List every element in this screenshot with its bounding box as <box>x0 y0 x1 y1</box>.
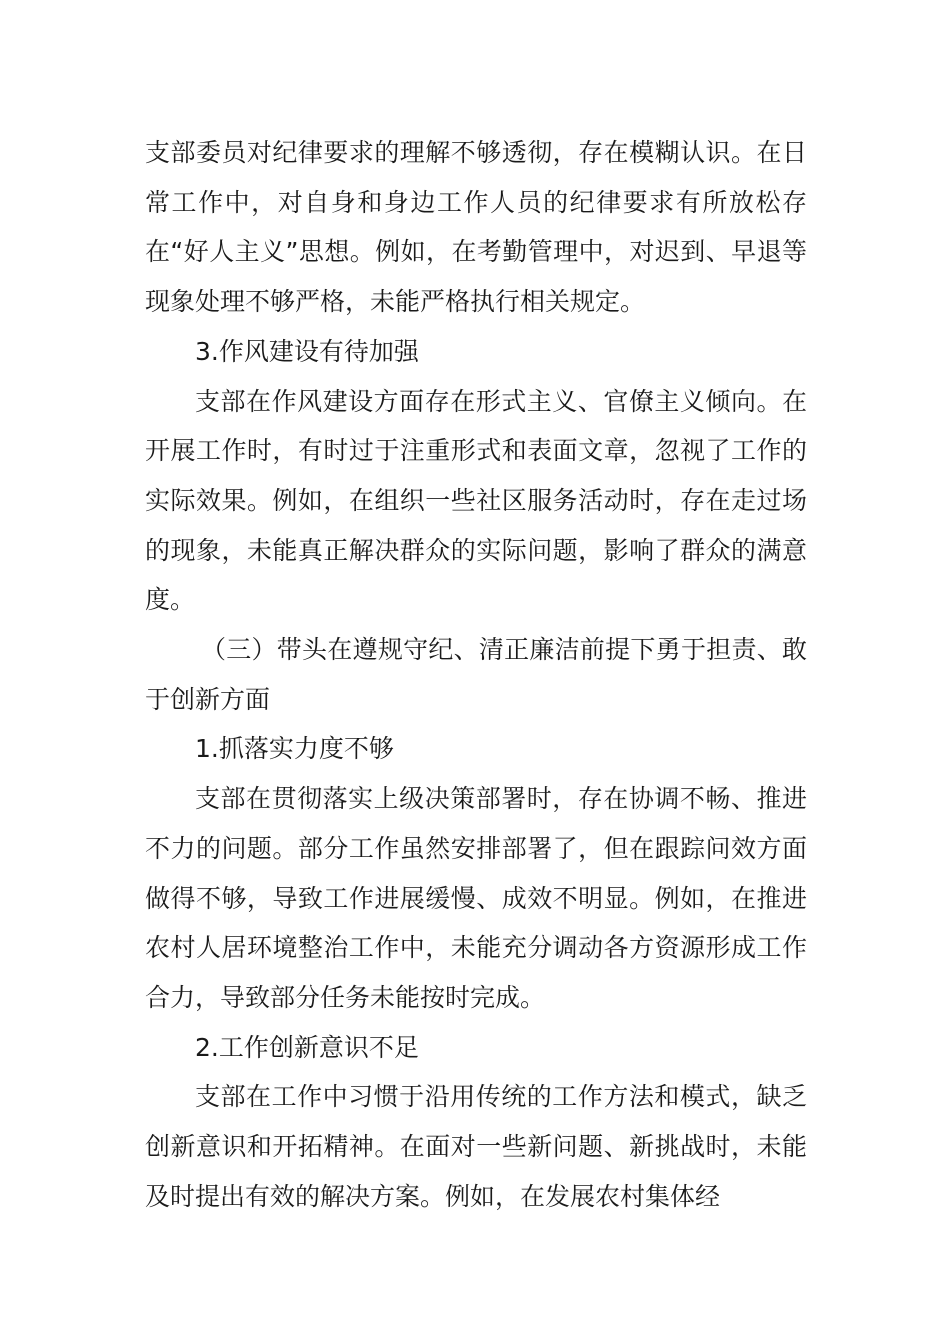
paragraph-work-style: 支部在作风建设方面存在形式主义、官僚主义倾向。在开展工作时，有时过于注重形式和表面文章，忽视了工作的实际效果。例如，在组织一些社区服务活动时，存在走过场的现象，未能真正解决群众的实际问题，影响了群众的满意度。 <box>145 386 807 615</box>
section-heading-three: （三）带头在遵规守纪、清正廉洁前提下勇于担责、敢于创新方面 <box>145 635 807 714</box>
paragraph-discipline-continued: 支部委员对纪律要求的理解不够透彻，存在模糊认识。在日常工作中，对自身和身边工作人员的纪律要求有所放松存在“好人主义”思想。例如，在考勤管理中，对迟到、早退等现象处理不够严格，未能严格执行相关规定。 <box>145 138 807 317</box>
document-body <box>145 128 807 1221</box>
paragraph-innovation: 支部在工作中习惯于沿用传统的工作方法和模式，缺乏创新意识和开拓精神。在面对一些新问题、新挑战时，未能及时提出有效的解决方案。例如，在发展农村集体经 <box>145 1082 807 1211</box>
subheading-work-style: 3.作风建设有待加强 <box>195 336 419 366</box>
paragraph-implementation: 支部在贯彻落实上级决策部署时，存在协调不畅、推进不力的问题。部分工作虽然安排部署了，但在跟踪问效方面做得不够，导致工作进展缓慢、成效不明显。例如，在推进农村人居环境整治工作中，未能充分调动各方资源形成工作合力，导致部分任务未能按时完成。 <box>145 784 807 1012</box>
subheading-innovation: 2.工作创新意识不足 <box>195 1032 419 1062</box>
subheading-implementation: 1.抓落实力度不够 <box>195 734 394 764</box>
